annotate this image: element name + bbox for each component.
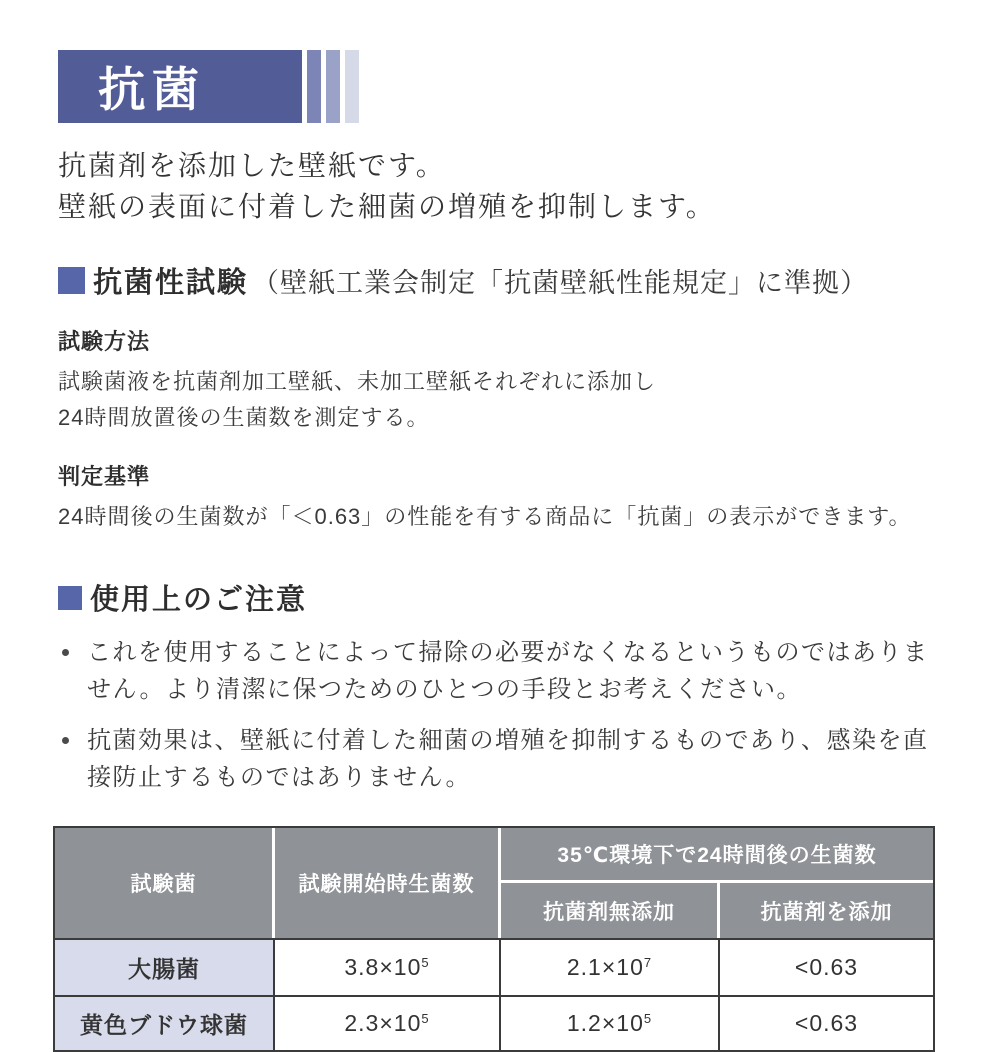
value-base: 2.3×10 bbox=[344, 1010, 422, 1036]
caution-bullet-2: 抗菌効果は、壁紙に付着した細菌の増殖を抑制するものであり、感染を直接防止するものではありません。 bbox=[87, 727, 929, 791]
method-heading: 試験方法 bbox=[58, 329, 151, 354]
accent-square-icon bbox=[58, 586, 82, 610]
bullet-dot-icon bbox=[62, 737, 69, 744]
value-base: 3.8×10 bbox=[344, 954, 422, 980]
table-header-after-24h: 35℃環境下で24時間後の生菌数 bbox=[501, 828, 933, 883]
list-item bbox=[60, 722, 940, 796]
intro-line-2: 壁紙の表面に付着した細菌の増殖を抑制します。 bbox=[58, 191, 716, 222]
intro-line-1: 抗菌剤を添加した壁紙です。 bbox=[58, 150, 446, 181]
section-heading-caution bbox=[58, 577, 1000, 618]
table-header-with-additive: 抗菌剤を添加 bbox=[720, 883, 933, 938]
table-header-start-count: 試験開始時生菌数 bbox=[275, 828, 501, 938]
page bbox=[0, 50, 1000, 1050]
section-title-caution: 使用上のご注意 bbox=[90, 584, 308, 616]
decorative-stripe-3 bbox=[345, 50, 359, 123]
table-row-1-start: 3.8×10 5 bbox=[275, 938, 501, 995]
table-row-1-no-additive: 2.1×10 7 bbox=[501, 938, 720, 995]
section-heading-test bbox=[58, 260, 1000, 301]
caution-bullet-1: これを使用することによって掃除の必要がなくなるというものではありません。より清潔に保つためのひとつの手段とお考えください。 bbox=[87, 639, 929, 703]
page-title-banner bbox=[58, 50, 302, 123]
table-row-1-with-additive: <0.63 bbox=[720, 938, 933, 995]
test-results-table bbox=[53, 826, 935, 1052]
table-row-2-no-additive: 1.2×10 5 bbox=[501, 995, 720, 1050]
method-line-1: 試験菌液を抗菌剤加工壁紙、未加工壁紙それぞれに添加し bbox=[58, 369, 657, 394]
table-row-2-start: 2.3×10 5 bbox=[275, 995, 501, 1050]
list-item bbox=[60, 634, 940, 708]
accent-square-icon bbox=[58, 267, 85, 294]
criteria-heading: 判定基準 bbox=[58, 464, 151, 489]
intro-text bbox=[58, 145, 1000, 227]
page-title: 抗菌 bbox=[98, 63, 206, 116]
table-row-2-bacteria: 黄色ブドウ球菌 bbox=[55, 995, 275, 1050]
criteria-text: 24時間後の生菌数が「＜0.63」の性能を有する商品に「抗菌」の表示ができます。 bbox=[58, 504, 912, 529]
value-base: 1.2×10 bbox=[566, 1010, 644, 1036]
method-text bbox=[58, 364, 1000, 436]
section-subtitle-test: （壁紙工業会制定「抗菌壁紙性能規定」に準拠） bbox=[252, 268, 869, 298]
decorative-stripe-2 bbox=[326, 50, 340, 123]
bullet-dot-icon bbox=[62, 649, 69, 656]
decorative-stripe-1 bbox=[307, 50, 321, 123]
method-line-2: 24時間放置後の生菌数を測定する。 bbox=[58, 405, 430, 430]
table-row-2-with-additive: <0.63 bbox=[720, 995, 933, 1050]
title-banner-row bbox=[58, 50, 1000, 123]
caution-bullet-list bbox=[60, 634, 940, 796]
value-base: 2.1×10 bbox=[566, 954, 644, 980]
table-header-bacteria: 試験菌 bbox=[55, 828, 275, 938]
table-row-1-bacteria: 大腸菌 bbox=[55, 938, 275, 995]
section-title-test: 抗菌性試験 bbox=[93, 267, 249, 299]
table-header-no-additive: 抗菌剤無添加 bbox=[501, 883, 720, 938]
